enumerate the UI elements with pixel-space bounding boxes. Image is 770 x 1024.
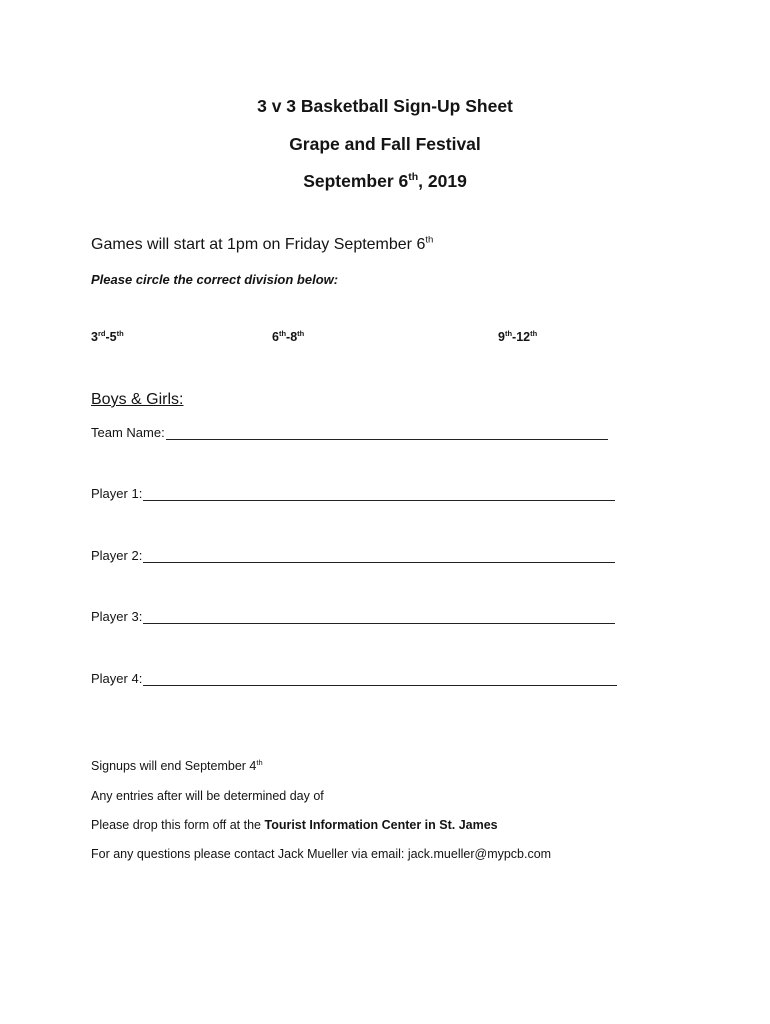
team-name-input-line[interactable] (166, 425, 608, 440)
player-1-input-line[interactable] (143, 486, 615, 501)
division-9-12-end-suffix: th (530, 328, 538, 338)
division-9-12-start-suffix: th (504, 328, 513, 338)
player-3-field (91, 609, 615, 624)
division-6-8-end: -8 (286, 330, 298, 344)
division-9-12-start: 9 (498, 330, 505, 344)
signups-end-suffix: th (256, 757, 263, 767)
player-1-label: Player 1: (91, 486, 143, 501)
event-date (0, 171, 770, 192)
player-3-label: Player 3: (91, 609, 143, 624)
games-start-suffix: th (425, 234, 434, 246)
division-6-8-start-suffix: th (278, 328, 287, 338)
team-name-field (91, 425, 608, 440)
player-2-field (91, 548, 615, 563)
games-start-text (91, 236, 433, 254)
division-3-5-start-suffix: rd (97, 328, 106, 338)
player-1-field (91, 486, 615, 501)
player-2-label: Player 2: (91, 548, 143, 563)
form-title: 3 v 3 Basketball Sign-Up Sheet (257, 96, 513, 116)
player-2-input-line[interactable] (143, 548, 615, 563)
division-instruction: Please circle the correct division below: (91, 272, 339, 287)
player-4-input-line[interactable] (143, 671, 617, 686)
drop-off-prefix: Please drop this form off at the (91, 818, 265, 832)
division-3-5[interactable] (91, 330, 124, 344)
division-9-12-end: -12 (512, 330, 531, 344)
player-4-field (91, 671, 617, 686)
contact-text: For any questions please contact Jack Mueller via email: jack.mueller@mypcb.com (91, 847, 552, 861)
event-date-suffix: th (408, 171, 419, 184)
late-entries-text: Any entries after will be determined day of (91, 789, 324, 803)
division-3-5-end: -5 (105, 330, 117, 344)
boys-girls-heading: Boys & Girls: (91, 391, 184, 408)
division-3-5-start: 3 (91, 330, 98, 344)
division-6-8-end-suffix: th (297, 328, 305, 338)
team-name-label: Team Name: (91, 425, 165, 440)
drop-off-location: Tourist Information Center in St. James (264, 818, 498, 832)
player-3-input-line[interactable] (143, 609, 615, 624)
drop-off-text (91, 818, 498, 832)
signups-end-main: Signups will end September 4 (91, 759, 257, 773)
event-date-year: , 2019 (418, 171, 467, 191)
division-6-8-start: 6 (272, 330, 279, 344)
signups-end-text (91, 759, 263, 773)
player-4-label: Player 4: (91, 671, 143, 686)
games-start-main: Games will start at 1pm on Friday September 6 (91, 236, 426, 253)
division-9-12[interactable] (498, 330, 537, 344)
event-date-main: September 6 (303, 171, 409, 191)
division-3-5-end-suffix: th (116, 328, 124, 338)
division-6-8[interactable] (272, 330, 304, 344)
form-subtitle: Grape and Fall Festival (289, 134, 481, 154)
